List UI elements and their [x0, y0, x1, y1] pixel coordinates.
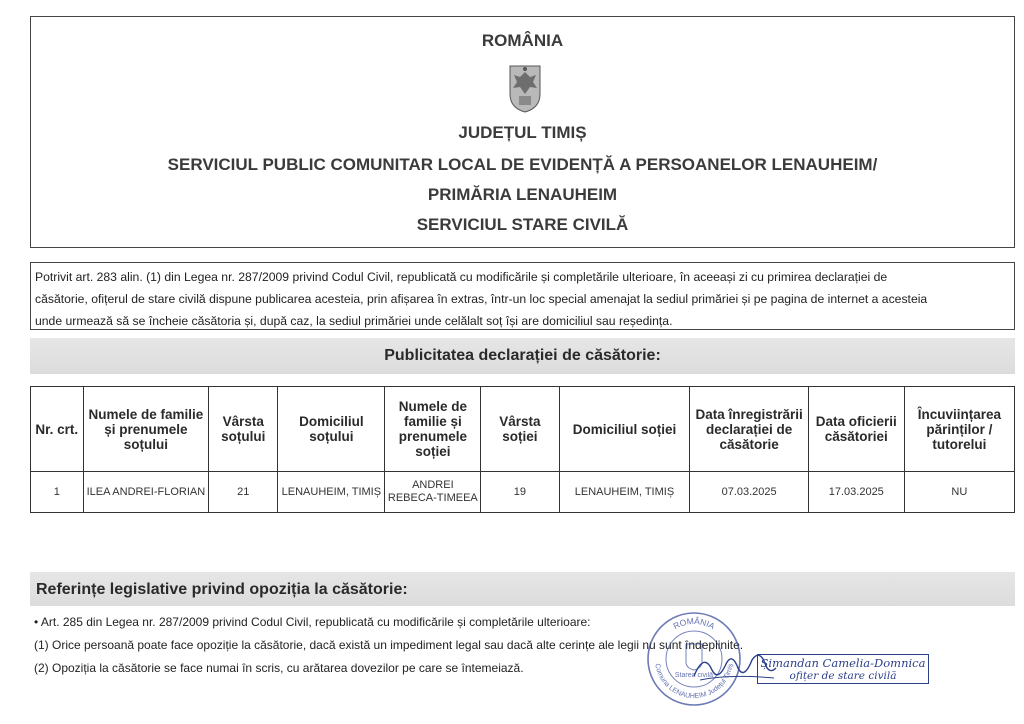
intro-line: căsătorie, ofițerul de stare civilă dispune publicarea acesteia, prin afișarea în extras, într-un loc special amenajat la sediul primăriei și pe pagina de internet a acesteia: [35, 292, 928, 306]
intro-line: Potrivit art. 283 alin. (1) din Legea nr. 287/2009 privind Codul Civil, republicată cu modificările și completările ulterioare, în aceeași zi cu primirea declarației de: [35, 270, 888, 284]
stamp-bottom-text: Comuna LENAUHEIM Județul Timiș: [653, 663, 735, 701]
column-header: Vârsta soțului: [209, 387, 278, 472]
service-title-line2: PRIMĂRIA LENAUHEIM: [427, 185, 618, 204]
table-cell: 1: [31, 472, 84, 513]
country-title: ROMÂNIA: [481, 31, 564, 50]
table-cell: LENAUHEIM, TIMIȘ: [278, 472, 385, 513]
marriage-declaration-table: [30, 386, 1015, 513]
table-cell: 19: [481, 472, 559, 513]
table-cell: 07.03.2025: [690, 472, 808, 513]
county-title: JUDEȚUL TIMIȘ: [458, 123, 587, 142]
intro-line: unde urmează să se încheie căsătoria și, după caz, la sediul primăriei unde celălalt soț își are domiciliul sau reședința.: [35, 314, 673, 328]
column-header: Domiciliul soției: [559, 387, 690, 472]
stamp-center-text: Starea civilă: [674, 672, 714, 679]
header-box: [30, 16, 1015, 248]
column-header: Încuviințarea părinților / tutorelui: [904, 387, 1014, 472]
column-header: Vârsta soției: [481, 387, 559, 472]
officer-name: Șimandan Camelia-Domnica: [760, 656, 926, 670]
column-header: Numele de familie și prenumele soțului: [83, 387, 209, 472]
column-header: Data înregistrării declarației de căsătorie: [690, 387, 808, 472]
table-cell: LENAUHEIM, TIMIȘ: [559, 472, 690, 513]
reference-line: (1) Orice persoană poate face opoziție la căsătorie, dacă există un impediment legal sau dacă alte cerințe ale legii nu sunt îndeplinite.: [34, 638, 744, 652]
officer-signature-stamp: [757, 654, 929, 684]
service-title-line3: SERVICIUL STARE CIVILĂ: [416, 215, 629, 234]
romanian-coat-of-arms-icon: [506, 62, 544, 114]
table-cell: NU: [904, 472, 1014, 513]
column-header: Data oficierii căsătoriei: [808, 387, 904, 472]
references-heading: Referințe legislative privind opoziția la căsătorie:: [30, 572, 1015, 606]
column-header: Nr. crt.: [31, 387, 84, 472]
intro-paragraph: [30, 262, 1015, 330]
service-title-line1: SERVICIUL PUBLIC COMUNITAR LOCAL DE EVIDENȚĂ A PERSOANELOR LENAUHEIM/: [167, 155, 878, 174]
table-cell: 21: [209, 472, 278, 513]
table-row: [31, 472, 1015, 513]
table-cell: ANDREI REBECA-TIMEEA: [385, 472, 481, 513]
reference-line: • Art. 285 din Legea nr. 287/2009 privind Codul Civil, republicată cu modificările și completările ulterioare:: [34, 615, 591, 629]
column-header: Domiciliul soțului: [278, 387, 385, 472]
stamp-top-text: ROMÂNIA: [671, 615, 717, 632]
table-header-row: [31, 387, 1015, 472]
table-cell: 17.03.2025: [808, 472, 904, 513]
officer-role: ofițer de stare civilă: [789, 670, 897, 682]
table-cell: ILEA ANDREI-FLORIAN: [83, 472, 209, 513]
publication-heading: Publicitatea declarației de căsătorie:: [30, 338, 1015, 374]
reference-line: (2) Opoziția la căsătorie se face numai în scris, cu arătarea dovezilor pe care se întemeiază.: [34, 661, 524, 675]
column-header: Numele de familie și prenumele soției: [385, 387, 481, 472]
